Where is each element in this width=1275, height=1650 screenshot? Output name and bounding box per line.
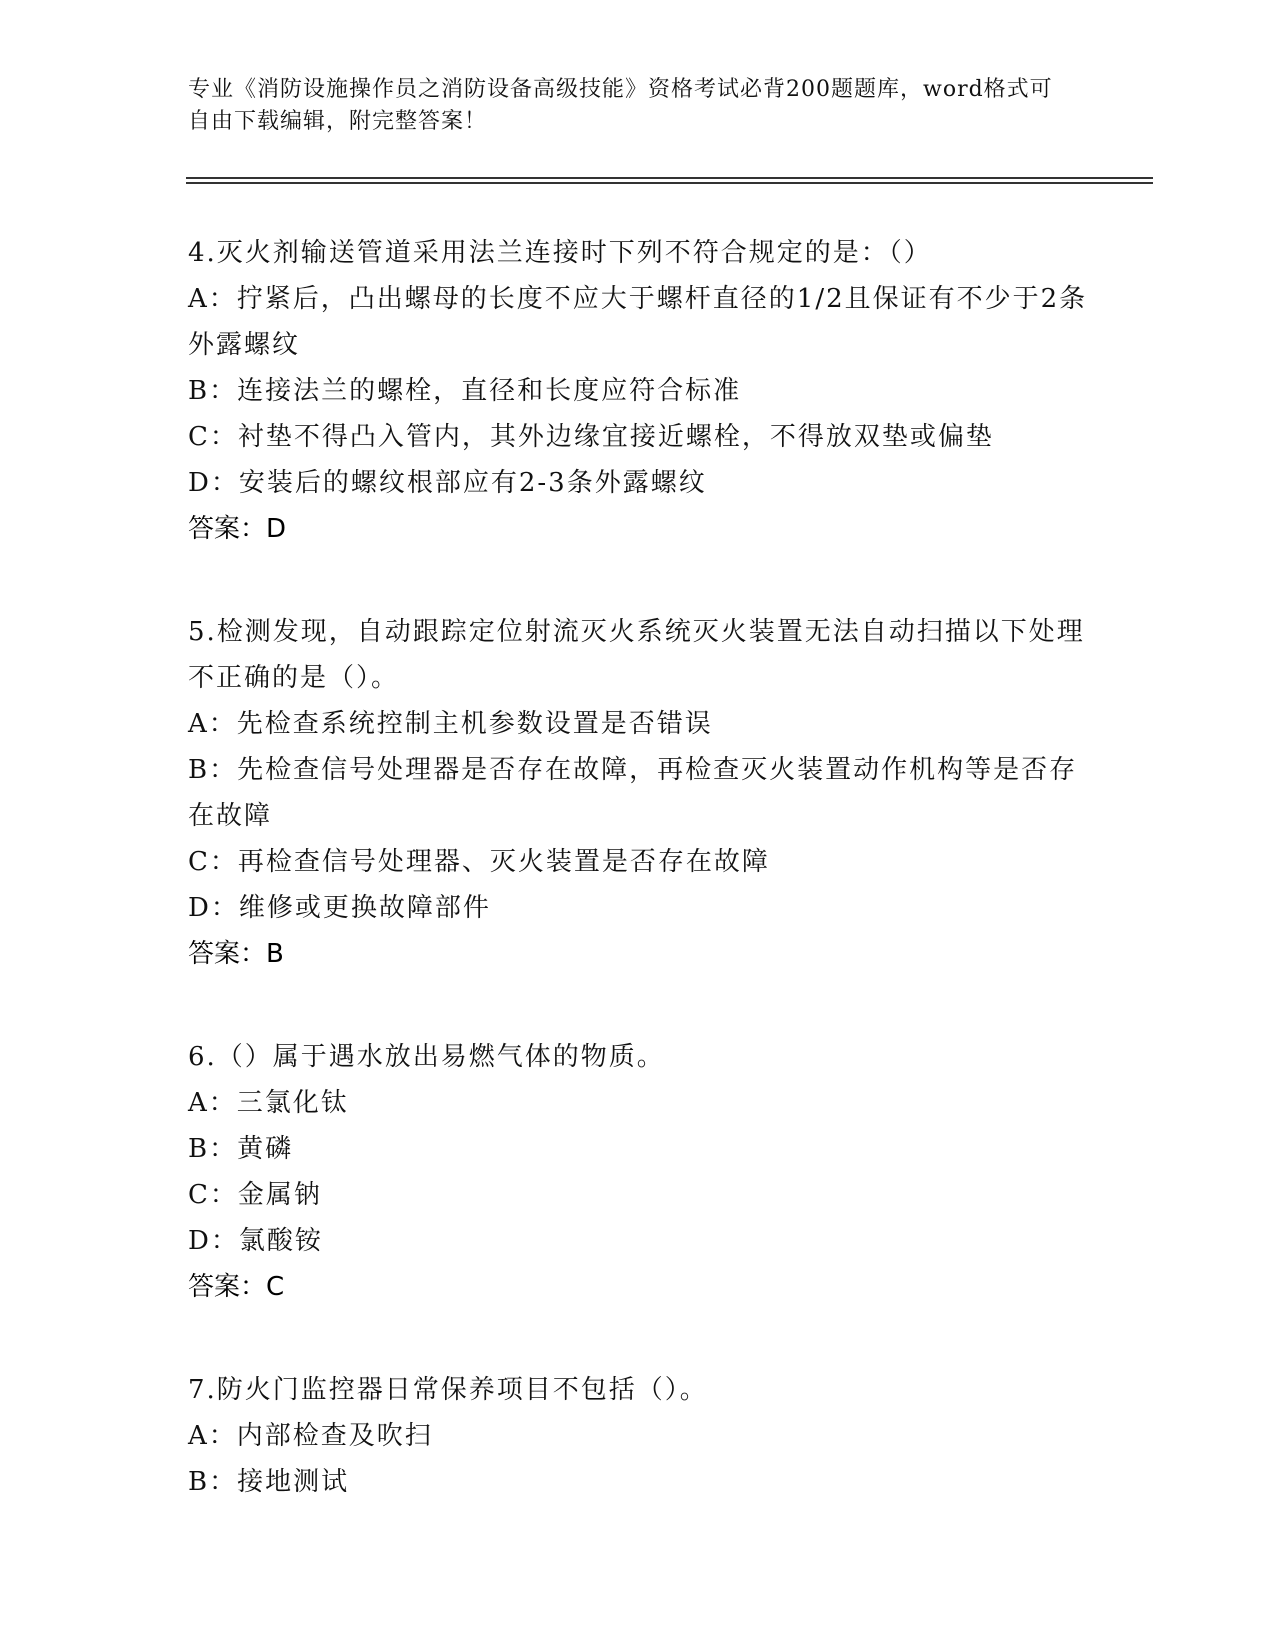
header-rule-top <box>186 177 1153 179</box>
question-stem: 7.防火门监控器日常保养项目不包括（）。 <box>188 1375 708 1405</box>
option-c: C：金属钠 <box>188 1180 322 1210</box>
option-a: A：拧紧后，凸出螺母的长度不应大于螺杆直径的1/2且保证有不少于2条外露螺纹 <box>188 284 1088 360</box>
question-list <box>188 230 1088 1562</box>
option-a: A：内部检查及吹扫 <box>188 1421 433 1451</box>
question-4 <box>188 230 1088 552</box>
option-a: A：三氯化钛 <box>188 1088 349 1118</box>
option-d: D：维修或更换故障部件 <box>188 893 491 923</box>
option-d: D：氯酸铵 <box>188 1226 323 1256</box>
answer: 答案：B <box>188 939 284 969</box>
option-b: B：黄磷 <box>188 1134 294 1164</box>
answer: 答案：C <box>188 1272 285 1302</box>
option-d: D：安装后的螺纹根部应有2-3条外露螺纹 <box>188 468 707 498</box>
option-a: A：先检查系统控制主机参数设置是否错误 <box>188 709 713 739</box>
option-b: B：连接法兰的螺栓，直径和长度应符合标准 <box>188 376 742 406</box>
option-c: C：衬垫不得凸入管内，其外边缘宜接近螺栓，不得放双垫或偏垫 <box>188 422 994 452</box>
question-stem: 4.灭火剂输送管道采用法兰连接时下列不符合规定的是：（） <box>188 238 932 268</box>
option-c: C：再检查信号处理器、灭火装置是否存在故障 <box>188 847 770 877</box>
option-b: B：接地测试 <box>188 1467 350 1497</box>
question-5 <box>188 609 1088 977</box>
document-header <box>188 74 1068 138</box>
answer: 答案：D <box>188 514 287 544</box>
header-text: 专业《消防设施操作员之消防设备高级技能》资格考试必背200题题库，word格式可自由下载编辑，附完整答案！ <box>188 77 1053 134</box>
option-b: B：先检查信号处理器是否存在故障，再检查灭火装置动作机构等是否存在故障 <box>188 755 1078 831</box>
question-stem: 6.（）属于遇水放出易燃气体的物质。 <box>188 1042 665 1072</box>
question-6 <box>188 1034 1088 1310</box>
question-stem: 5.检测发现，自动跟踪定位射流灭火系统灭火装置无法自动扫描以下处理不正确的是（）。 <box>188 617 1085 693</box>
question-7 <box>188 1367 1088 1505</box>
header-rule-bottom <box>186 182 1153 184</box>
